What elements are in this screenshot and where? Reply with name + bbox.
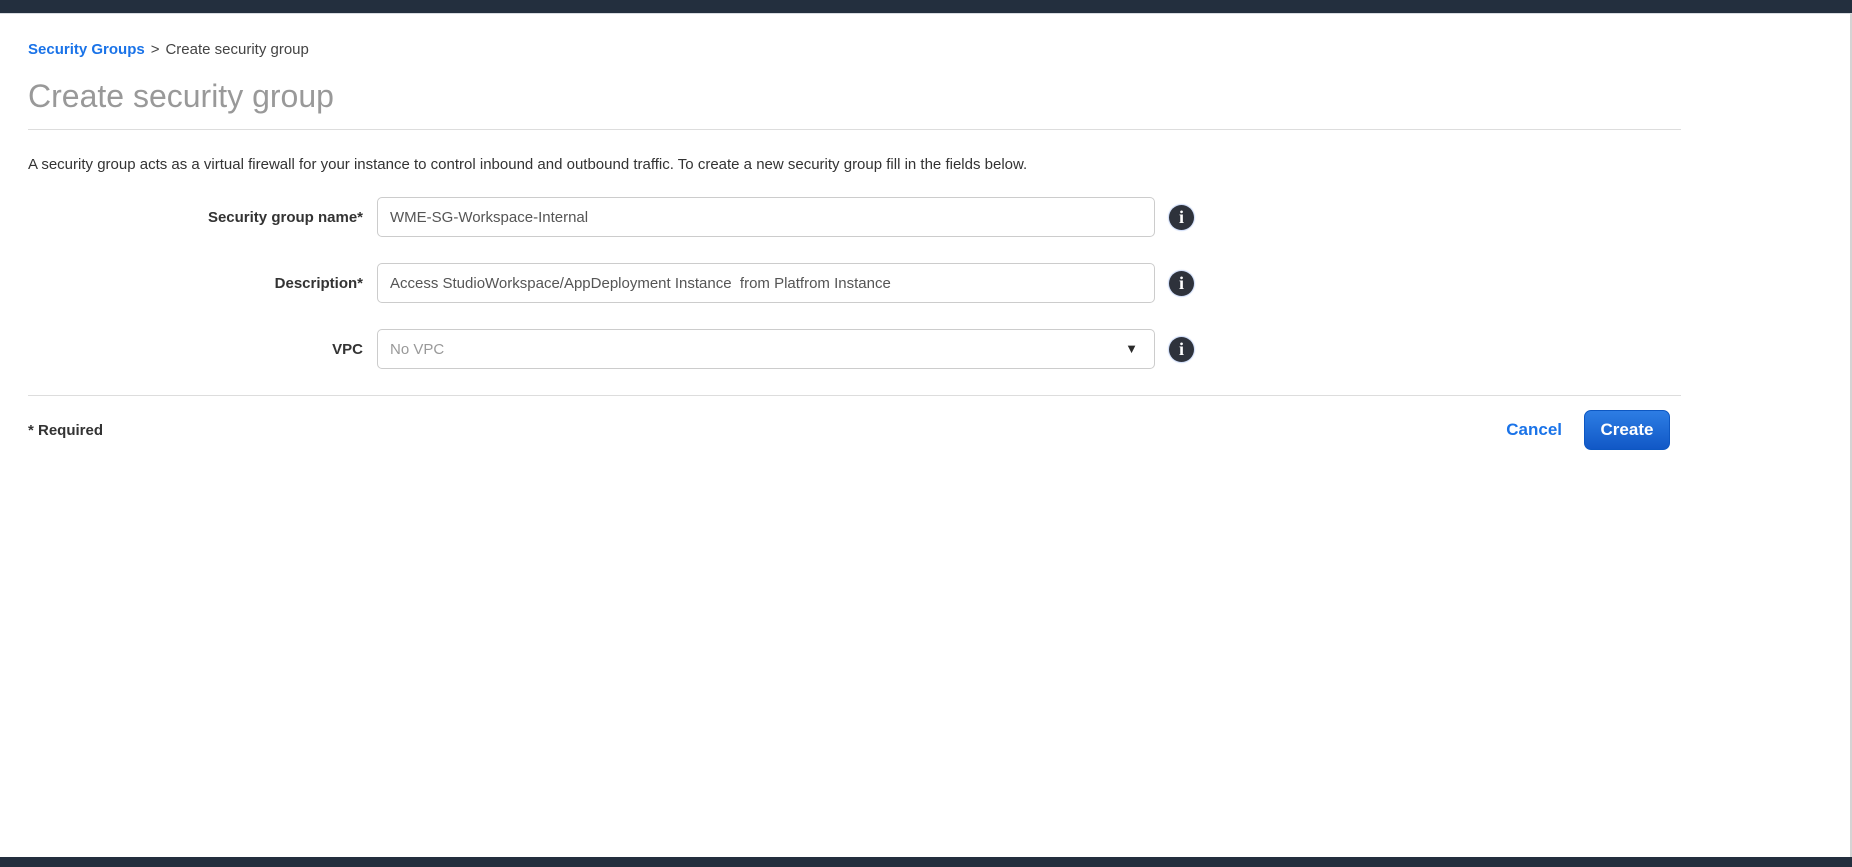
form-row-vpc	[28, 329, 1852, 369]
breadcrumb-separator: >	[150, 41, 160, 58]
bottom-bar	[0, 857, 1852, 867]
info-icon[interactable]: i	[1169, 205, 1194, 230]
create-security-group-form	[28, 197, 1852, 369]
breadcrumb-current: Create security group	[165, 41, 309, 58]
info-icon[interactable]: i	[1169, 271, 1194, 296]
vpc-selected-value: No VPC	[390, 340, 445, 358]
form-row-description	[28, 263, 1852, 303]
page-content	[0, 41, 1852, 450]
vpc-select[interactable]	[377, 329, 1155, 369]
description-input[interactable]	[377, 263, 1155, 303]
top-navigation-bar	[0, 0, 1852, 14]
create-button[interactable]: Create	[1584, 410, 1670, 450]
info-icon[interactable]: i	[1169, 337, 1194, 362]
breadcrumb-link-security-groups[interactable]: Security Groups	[28, 41, 145, 58]
form-row-security-group-name	[28, 197, 1852, 237]
vpc-label: VPC	[332, 340, 363, 358]
page-title: Create security group	[28, 78, 1681, 130]
footer-divider	[28, 395, 1681, 396]
footer-bar	[28, 410, 1681, 450]
description-label: Description*	[274, 274, 363, 292]
cancel-button[interactable]: Cancel	[1506, 420, 1562, 439]
breadcrumb	[28, 41, 1852, 58]
security-group-name-input[interactable]	[377, 197, 1155, 237]
intro-text: A security group acts as a virtual firewall for your instance to control inbound and outbound traffic. To create a new security group fill in the fields below.	[28, 156, 1028, 173]
required-note: * Required	[28, 421, 104, 439]
footer-actions	[1506, 410, 1670, 450]
security-group-name-label: Security group name*	[207, 208, 363, 226]
chevron-down-icon: ▼	[1125, 340, 1138, 356]
